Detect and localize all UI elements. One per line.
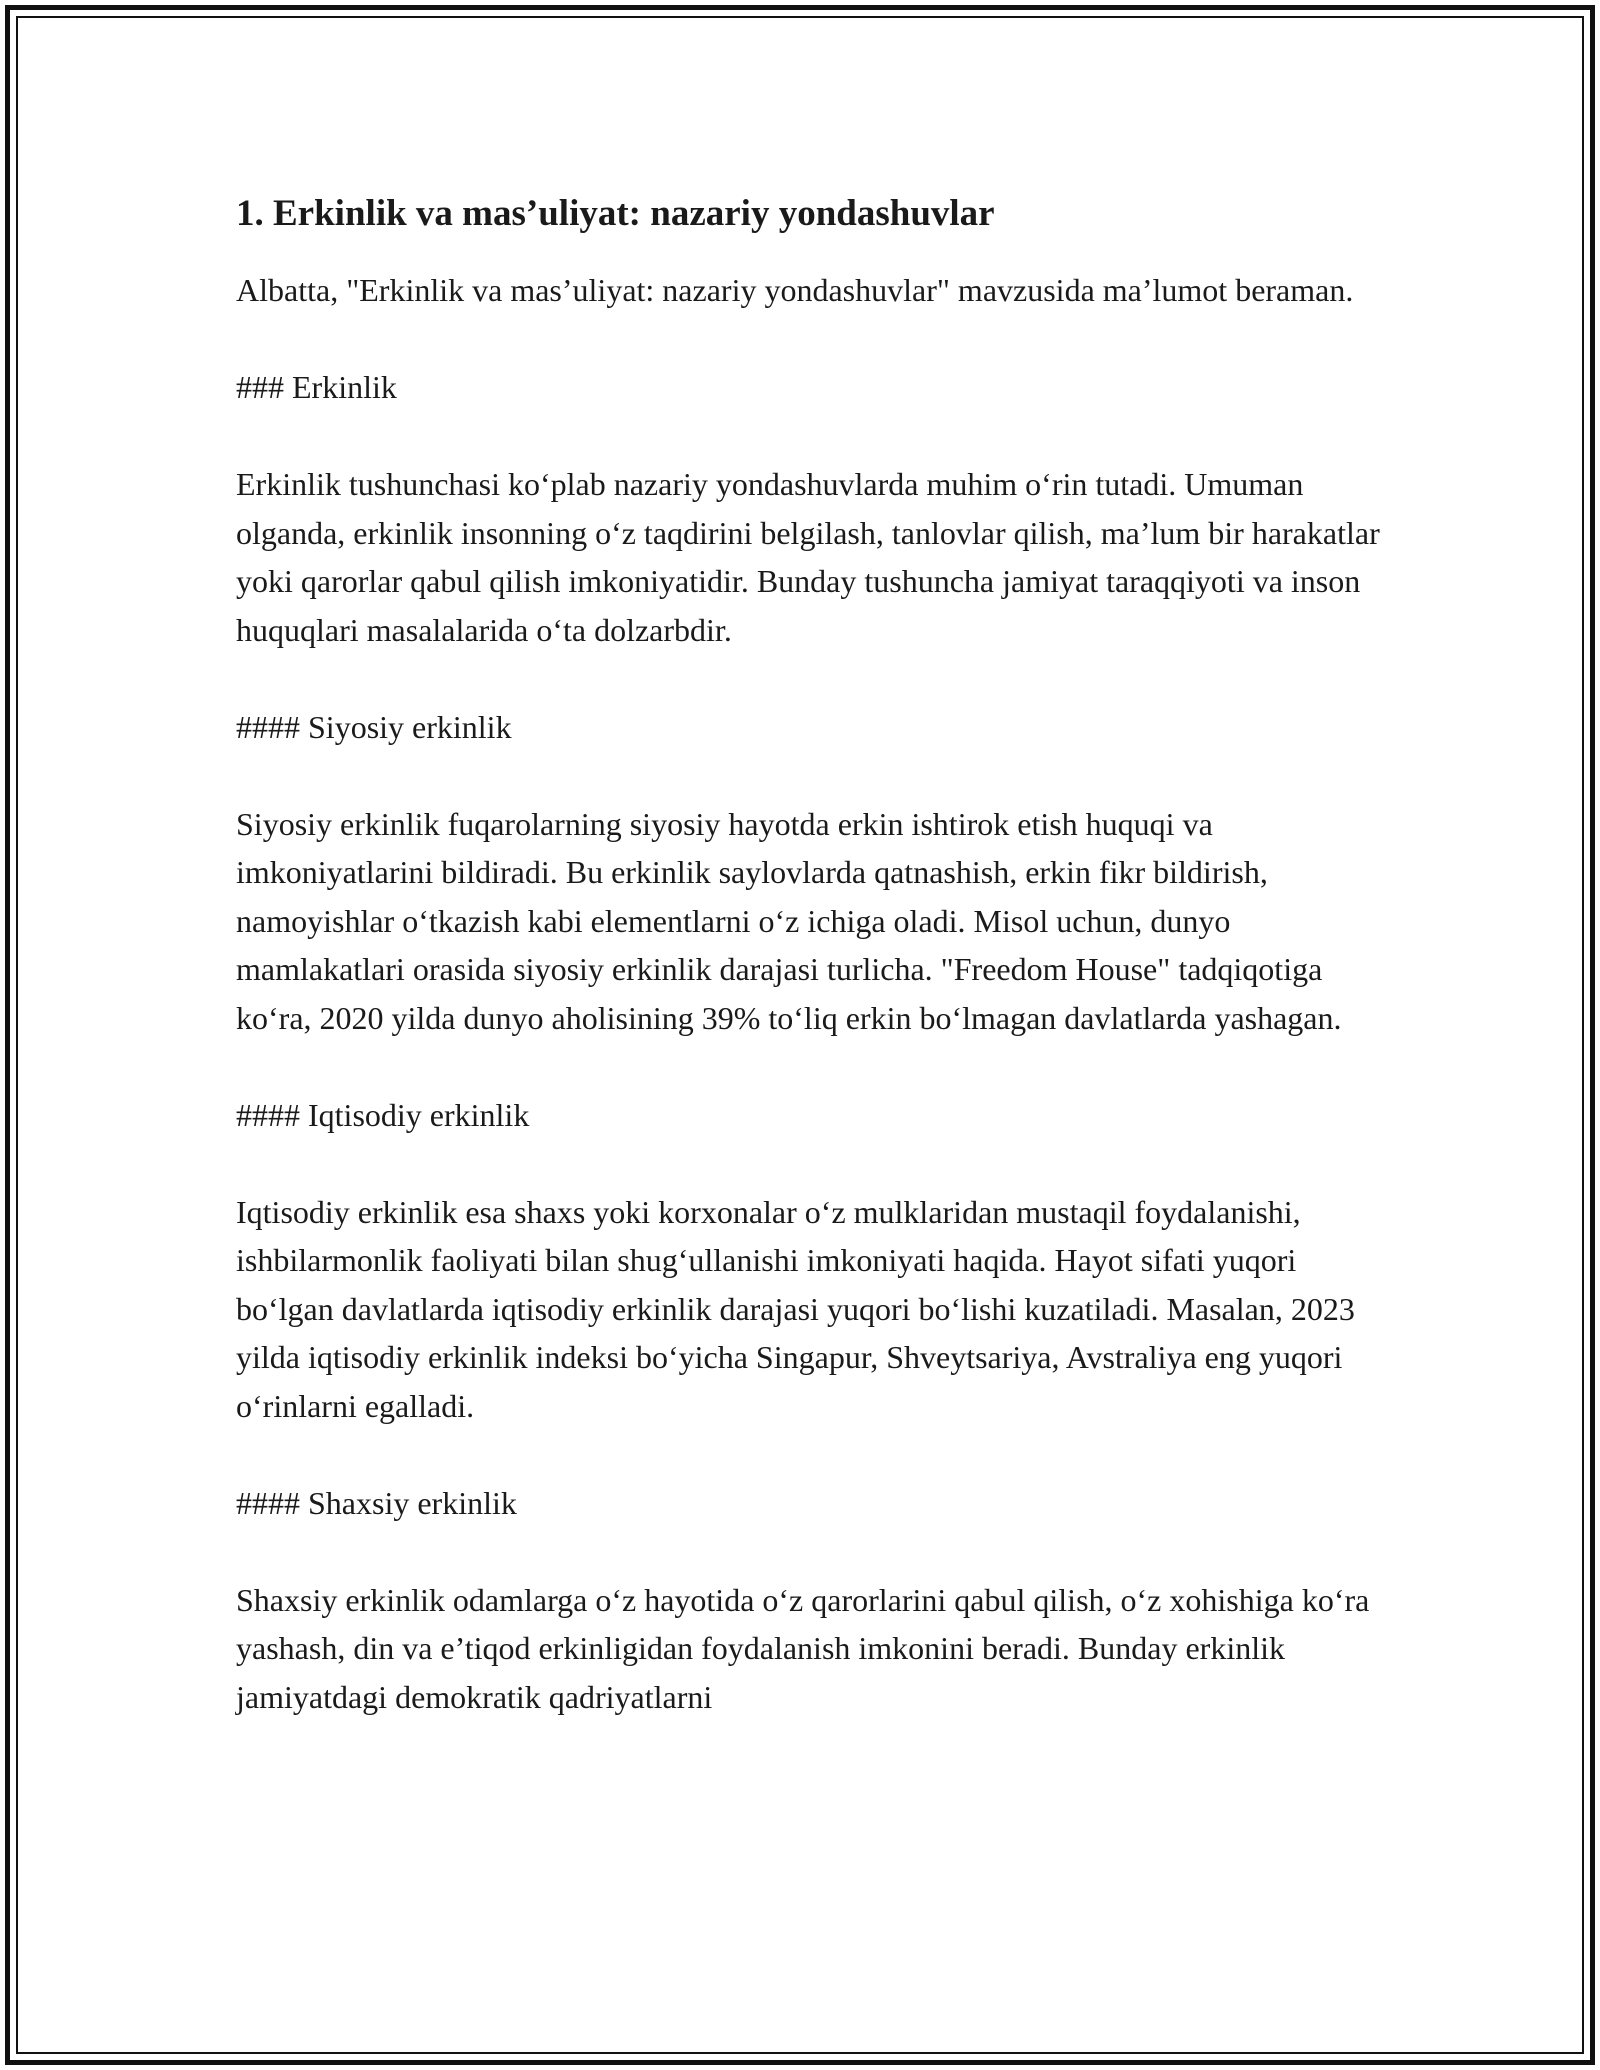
heading-siyosiy-erkinlik: #### Siyosiy erkinlik [236,708,512,745]
heading-iqtisodiy-erkinlik: #### Iqtisodiy erkinlik [236,1096,530,1133]
paragraph-iqtisodiy-erkinlik: Iqtisodiy erkinlik esa shaxs yoki korxonalar o‘z mulklaridan mustaqil foydalanishi, ishbilarmonlik faoliyati bilan shug‘ullanishi imkoniyati haqida. Hayot sifati yuqori bo‘lgan davlatlarda iqtisodiy erkinlik darajasi yuqori bo‘lishi kuzatiladi. Masalan, 2023 yilda iqtisodiy erkinlik indeksi bo‘yicha Singapur, Shveytsariya, Avstraliya eng yuqori o‘rinlarni egalladi. [236,1193,1355,1424]
intro-paragraph: Albatta, "Erkinlik va mas’uliyat: nazariy yondashuvlar" mavzusida ma’lumot beraman. [236,272,1354,308]
paragraph-shaxsiy-erkinlik: Shaxsiy erkinlik odamlarga o‘z hayotida o‘z qarorlarini qabul qilish, o‘z xohishiga ko‘ra yashash, din va e’tiqod erkinligidan foydalanish imkonini beradi. Bunday erkinlik jamiyatdagi demokratik qadriyatlarni [236,1581,1370,1715]
heading-shaxsiy-erkinlik: #### Shaxsiy erkinlik [236,1484,517,1521]
heading-erkinlik: ### Erkinlik [236,369,397,405]
document-title: 1. Erkinlik va mas’uliyat: nazariy yondashuvlar [236,193,995,234]
paragraph-siyosiy-erkinlik: Siyosiy erkinlik fuqarolarning siyosiy hayotda erkin ishtirok etish huquqi va imkoniyatlarini bildiradi. Bu erkinlik saylovlarda qatnashish, erkin fikr bildirish, namoyishlar o‘tkazish kabi elementlarni o‘z ichiga oladi. Misol uchun, dunyo mamlakatlari orasida siyosiy erkinlik darajasi turlicha. "Freedom House" tadqiqotiga ko‘ra, 2020 yilda dunyo aholisining 39% to‘liq erkin bo‘lmagan davlatlarda yashagan. [236,805,1342,1036]
document-body [236,190,1386,1770]
paragraph-erkinlik: Erkinlik tushunchasi ko‘plab nazariy yondashuvlarda muhim o‘rin tutadi. Umuman olganda, erkinlik insonning o‘z taqdirini belgilash, tanlovlar qilish, ma’lum bir harakatlar yoki qarorlar qabul qilish imkoniyatidir. Bunday tushuncha jamiyat taraqqiyoti va inson huquqlari masalalarida o‘ta dolzarbdir. [236,466,1380,648]
